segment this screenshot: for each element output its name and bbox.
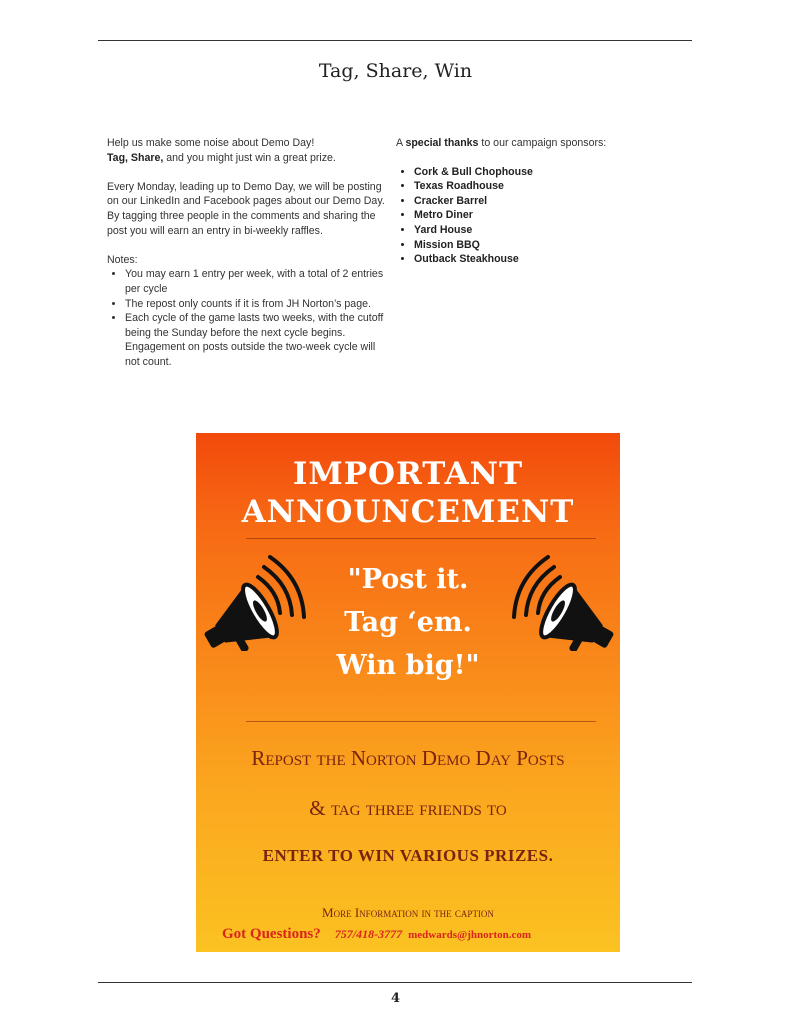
left-column <box>107 136 387 370</box>
sponsor-item: • Cork & Bull Chophouse <box>414 165 686 180</box>
sponsor-list <box>396 165 686 267</box>
questions-label: Got Questions? <box>222 926 321 942</box>
top-divider <box>98 40 692 41</box>
megaphone-icon <box>200 551 310 651</box>
headline-line-1: IMPORTANT <box>292 456 524 492</box>
poster-instruction-1: Repost the Norton Demo Day Posts <box>251 746 565 770</box>
poster-divider <box>246 721 596 722</box>
bottom-divider <box>98 982 692 983</box>
poster-slogan <box>306 558 510 687</box>
note-item: • The repost only counts if it is from JH Norton’s page. <box>125 297 387 312</box>
page-number: 4 <box>390 991 401 1006</box>
thanks-line <box>396 136 686 151</box>
contact-email: medwards@jhnorton.com <box>408 929 532 941</box>
announcement-poster <box>196 433 620 952</box>
contact-phone: 757/418-3777 <box>334 927 403 941</box>
poster-divider <box>246 538 596 539</box>
poster-headline <box>196 455 620 531</box>
note-item: • Each cycle of the game lasts two weeks, with the cutoff being the Sunday before the next cycle begins. Engagement on posts outside the two-week cycle will not count. <box>125 311 387 369</box>
thanks-pre: A <box>396 137 406 149</box>
poster-instruction-2: & tag three friends to <box>309 796 507 820</box>
sponsor-item: • Cracker Barrel <box>414 194 686 209</box>
intro-rest: and you might just win a great prize. <box>163 151 336 164</box>
poster-instruction-3: ENTER TO WIN VARIOUS PRIZES. <box>262 846 554 865</box>
intro-paragraph <box>107 136 387 165</box>
notes-list <box>107 267 387 369</box>
slogan-line-3: Win big!" <box>336 650 480 681</box>
poster-more-info: More Information in the caption <box>322 905 494 920</box>
sponsor-item: • Mission BBQ <box>414 238 686 253</box>
sponsor-item: • Metro Diner <box>414 208 686 223</box>
slogan-line-1: "Post it. <box>347 564 469 595</box>
thanks-bold: special thanks <box>405 137 479 149</box>
intro-text: Help us make some noise about Demo Day! <box>107 137 315 149</box>
sponsor-item: • Yard House <box>414 223 686 238</box>
headline-line-2: ANNOUNCEMENT <box>241 494 575 530</box>
page-title: Tag, Share, Win <box>318 60 473 82</box>
raffle-paragraph: Every Monday, leading up to Demo Day, we will be posting on our LinkedIn and Facebook pages about our Demo Day. By tagging three people in the comments and sharing the post you will earn an entry in bi-weekly raffles. <box>107 180 385 237</box>
poster-contact <box>222 925 612 943</box>
right-column <box>396 136 686 267</box>
slogan-line-2: Tag ‘em. <box>344 607 472 638</box>
sponsor-item: • Texas Roadhouse <box>414 179 686 194</box>
notes-label: Notes: <box>107 253 138 266</box>
note-item: • You may earn 1 entry per week, with a total of 2 entries per cycle <box>125 267 387 296</box>
megaphone-icon <box>508 551 618 651</box>
sponsor-item: • Outback Steakhouse <box>414 252 686 267</box>
intro-bold: Tag, Share, <box>107 151 164 164</box>
thanks-post: to our campaign sponsors: <box>478 137 607 149</box>
